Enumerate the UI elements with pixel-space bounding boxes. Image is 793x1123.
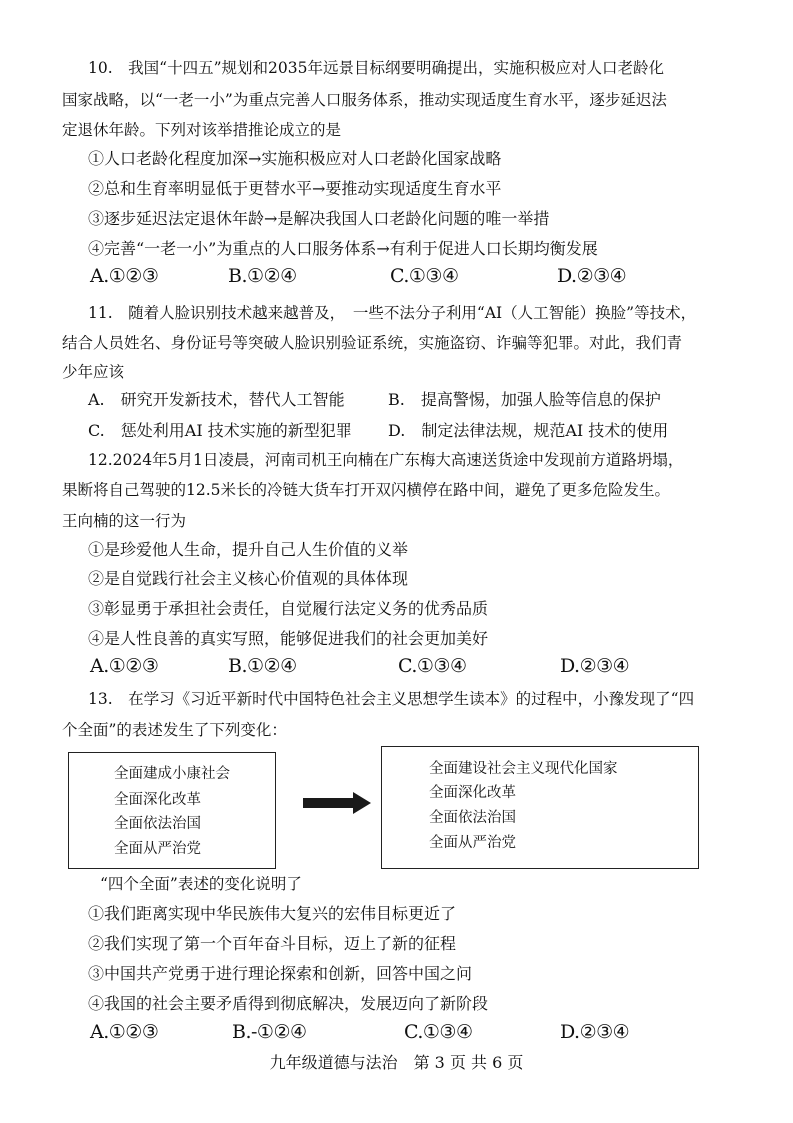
q11-stem-line: 11. 随着人脸识别技术越来越普及， 一些不法分子利用“AI（人工智能）换脸”等技术， (88, 304, 697, 322)
q12-option: ③彰显勇于承担社会责任，自觉履行法定义务的优秀品质 (88, 599, 489, 618)
q11-choice-b: B. 提高警惕，加强人脸等信息的保护 (388, 390, 661, 409)
q13-stem-line: 13. 在学习《习近平新时代中国特色社会主义思想学生读本》的过程中，小豫发现了“四 (88, 690, 695, 708)
q13-stem-line: 个全面”的表述发生了下列变化： (62, 721, 287, 739)
q12-choice-b: B.①②④ (228, 655, 297, 677)
q11-choice-d: D. 制定法律法规，规范AI 技术的使用 (388, 421, 669, 440)
right-arrow-icon (303, 792, 371, 814)
q12-stem-line: 果断将自己驾驶的12.5米长的冷链大货车打开双闪横停在路中间，避免了更多危险发生。 (62, 481, 671, 499)
q12-choice-a: A.①②③ (90, 655, 159, 677)
q10-choice-c: C.①③④ (390, 265, 459, 287)
q10-option: ②总和生育率明显低于更替水平→要推动实现适度生育水平 (88, 179, 502, 198)
q11-choice-a: A. 研究开发新技术，替代人工智能 (88, 390, 345, 409)
q13-choice-c: C.①③④ (404, 1021, 473, 1043)
q12-option: ①是珍爱他人生命，提升自己人生价值的义举 (88, 540, 409, 559)
after-item: 全面深化改革 (429, 785, 516, 801)
before-item: 全面深化改革 (114, 792, 201, 808)
before-expression-box (68, 752, 276, 869)
q12-choice-c: C.①③④ (398, 655, 467, 677)
before-item: 全面建成小康社会 (114, 766, 230, 782)
q10-stem-line: 定退休年龄。下列对该举措推论成立的是 (62, 121, 342, 139)
q11-stem-line: 少年应该 (62, 363, 125, 381)
q12-option: ②是自觉践行社会主义核心价值观的具体体现 (88, 569, 409, 588)
after-item: 全面依法治国 (429, 810, 516, 826)
q12-stem-line: 王向楠的这一行为 (62, 512, 187, 530)
q10-choice-b: B.①②④ (228, 265, 297, 287)
after-expression-box (381, 746, 699, 869)
q10-choice-d: D.②③④ (557, 265, 627, 287)
q12-option: ④是人性良善的真实写照，能够促进我们的社会更加美好 (88, 629, 489, 648)
q11-choice-c: C. 惩处利用AI 技术实施的新型犯罪 (88, 421, 352, 440)
q13-choice-a: A.①②③ (90, 1021, 159, 1043)
q13-choice-d: D.②③④ (560, 1021, 630, 1043)
q10-option: ④完善“一老一小”为重点的人口服务体系→有利于促进人口长期均衡发展 (88, 239, 598, 258)
q13-option: ②我们实现了第一个百年奋斗目标，迈上了新的征程 (88, 934, 457, 953)
after-item: 全面从严治党 (429, 835, 516, 851)
q13-lead: “四个全面”表述的变化说明了 (100, 875, 302, 893)
page-footer: 九年级道德与法治 第 3 页 共 6 页 (269, 1053, 524, 1072)
before-item: 全面依法治国 (114, 816, 201, 832)
q10-option: ①人口老龄化程度加深→实施积极应对人口老龄化国家战略 (88, 149, 502, 168)
q12-stem-line: 12.2024年5月1日凌晨，河南司机王向楠在广东梅大高速送货途中发现前方道路坍塌， (88, 451, 684, 469)
q13-option: ④我国的社会主要矛盾得到彻底解决，发展迈向了新阶段 (88, 994, 489, 1013)
q10-option: ③逐步延迟法定退休年龄→是解决我国人口老龄化问题的唯一举措 (88, 209, 550, 228)
q11-stem-line: 结合人员姓名、身份证号等突破人脸识别验证系统，实施盗窃、诈骗等犯罪。对此，我们青 (62, 334, 683, 352)
q12-choice-d: D.②③④ (560, 655, 630, 677)
q13-option: ①我们距离实现中华民族伟大复兴的宏伟目标更近了 (88, 904, 457, 923)
q13-option: ③中国共产党勇于进行理论探索和创新，回答中国之问 (88, 964, 473, 983)
q10-choice-a: A.①②③ (90, 265, 159, 287)
before-item: 全面从严治党 (114, 841, 201, 857)
q10-stem-line: 国家战略，以“一老一小”为重点完善人口服务体系，推动实现适度生育水平，逐步延迟法 (62, 91, 667, 109)
after-item: 全面建设社会主义现代化国家 (429, 761, 618, 777)
q10-stem-line: 10. 我国“十四五”规划和2035年远景目标纲要明确提出，实施积极应对人口老龄化 (88, 59, 664, 77)
q13-choice-b: B.-①②④ (232, 1021, 307, 1043)
